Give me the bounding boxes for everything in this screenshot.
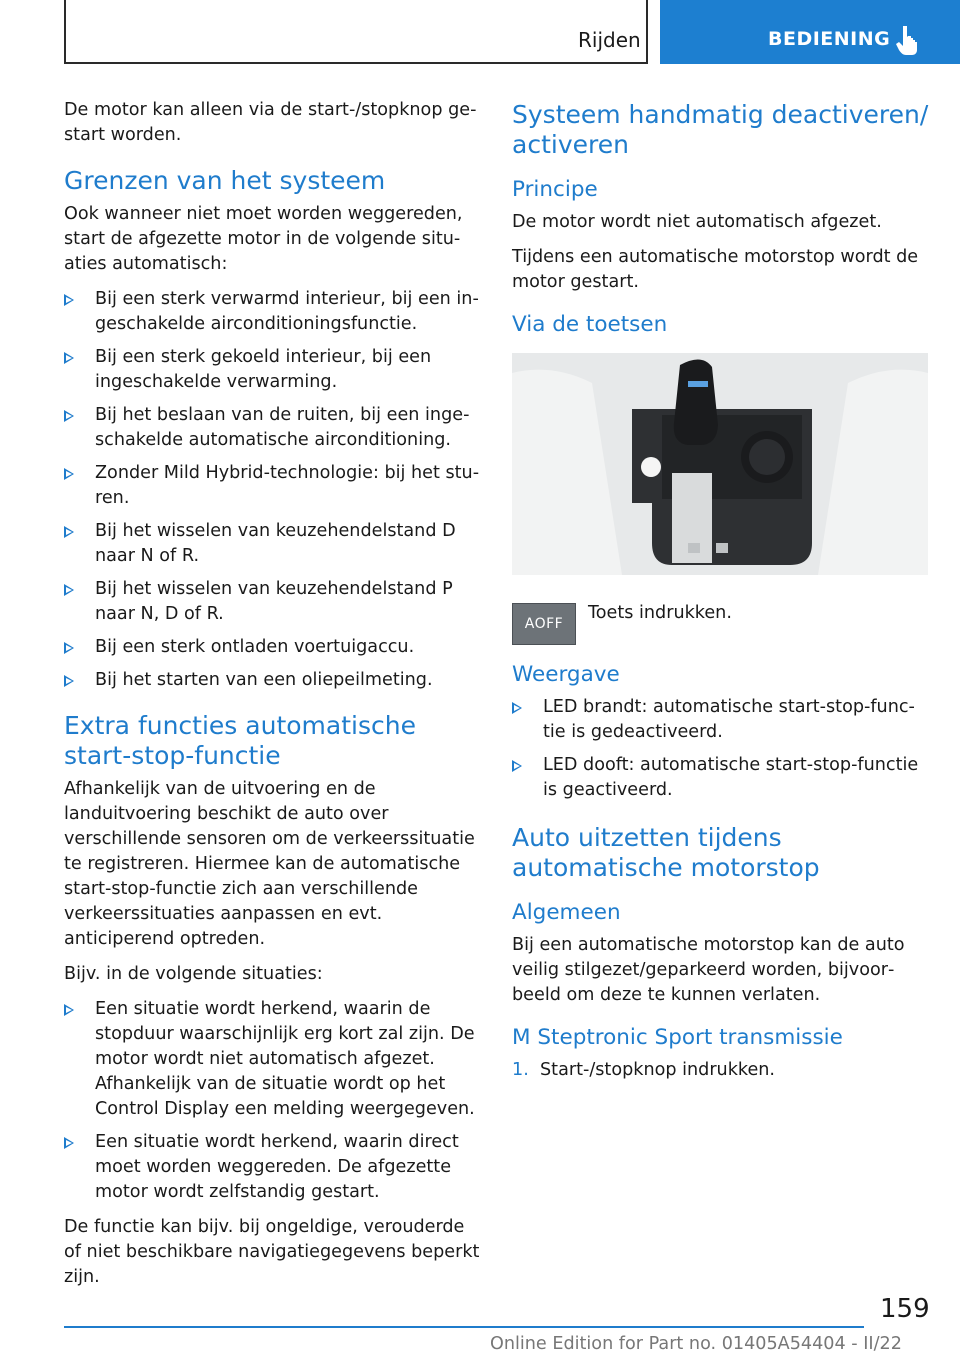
closing-paragraph: De functie kan bijv. bij ongeldige, verouderde of niet beschikbare navigatiegegevens beperkt zijn. <box>64 1217 480 1287</box>
display-list <box>512 695 930 803</box>
list-item: LED dooft: automatische start-stop-functie is geactiveerd. <box>512 753 930 803</box>
list-item: Bij het starten van een oliepeilmeting. <box>64 668 480 693</box>
heading-switch-off: Auto uitzetten tijdens automatische motorstop <box>512 823 820 882</box>
chapter-tab <box>660 0 960 64</box>
list-item: Bij het wisselen van keuzehendelstand P naar N, D of R. <box>64 577 480 627</box>
button-instruction: Toets indrukken. <box>588 603 732 623</box>
page-number: 159 <box>880 1294 930 1324</box>
steps-list <box>512 1058 930 1083</box>
triangle-bullet-icon <box>64 642 74 654</box>
triangle-bullet-icon <box>64 352 74 364</box>
heading-button: Via de toetsen <box>512 312 668 337</box>
footer-divider <box>64 1326 864 1328</box>
triangle-bullet-icon <box>64 1004 74 1016</box>
chapter-title: BEDIENING <box>768 28 891 50</box>
triangle-bullet-icon <box>64 675 74 687</box>
list-item: Bij het wisselen van keuzehendelstand D naar N of R. <box>64 519 480 569</box>
heading-display: Weergave <box>512 662 620 687</box>
extra-list <box>64 997 480 1205</box>
right-column <box>512 98 930 1083</box>
triangle-bullet-icon <box>64 526 74 538</box>
triangle-bullet-icon <box>64 1137 74 1149</box>
intro-paragraph: De motor kan alleen via de start-/stopknop gestart worden. <box>64 100 477 145</box>
triangle-bullet-icon <box>512 702 522 714</box>
button-row <box>512 591 930 649</box>
edition-note: Online Edition for Part no. 01405A54404 - II/22 <box>490 1334 902 1354</box>
step-item: 1. Start-/stopknop indrukken. <box>512 1060 776 1080</box>
header-frame <box>64 0 648 64</box>
heading-extra-functions: Extra functies automatische start-stop-functie <box>64 711 416 770</box>
list-item: Bij een sterk gekoeld interieur, bij een ingeschakelde verwarming. <box>64 345 480 395</box>
list-item: Een situatie wordt herkend, waarin de stopduur waarschijnlijk erg kort zal zijn. De motor wordt niet automatisch afgezet. Afhankelijk van de situatie wordt op het Control Display een melding weergegeven. <box>64 997 480 1122</box>
extra-paragraph: Afhankelijk van de uitvoering en de landuitvoering beschikt de auto over verschillende sensoren om de verkeerssituatie te registreren. Hiermee kan de automatische start-stop-functie zich aan verschillende verkeerssituaties aanpassen en evt. anticiperend optreden. <box>64 779 475 949</box>
list-item: Bij een sterk ontladen voertuigaccu. <box>64 635 480 660</box>
center-console-photo <box>512 353 928 575</box>
triangle-bullet-icon <box>512 760 522 772</box>
list-item: Bij het beslaan van de ruiten, bij een ingeschakelde automatische airconditioning. <box>64 403 480 453</box>
list-item: LED brandt: automatische start-stop-functie is gedeactiveerd. <box>512 695 930 745</box>
pointing-hand-icon <box>896 24 922 56</box>
auto-start-stop-off-icon[interactable]: AOFF <box>512 603 576 645</box>
general-paragraph: Bij een automatische motorstop kan de auto veilig stilgezet/geparkeerd worden, bijvoorbeeld om deze te kunnen verlaten. <box>512 935 905 1005</box>
heading-principle: Principe <box>512 177 598 202</box>
heading-manual: Systeem handmatig deactiveren/ activeren <box>512 100 929 159</box>
triangle-bullet-icon <box>64 294 74 306</box>
list-item: Een situatie wordt herkend, waarin direct moet worden weggereden. De afgezette motor wordt zelfstandig gestart. <box>64 1130 480 1205</box>
limits-list <box>64 287 480 693</box>
heading-limits: Grenzen van het systeem <box>64 166 386 195</box>
list-item: Zonder Mild Hybrid-technologie: bij het sturen. <box>64 461 480 511</box>
principle-line-1: De motor wordt niet automatisch afgezet. <box>512 212 882 232</box>
triangle-bullet-icon <box>64 468 74 480</box>
heading-general: Algemeen <box>512 900 621 925</box>
list-item: Bij een sterk verwarmd interieur, bij een ingeschakelde airconditioningsfunctie. <box>64 287 480 337</box>
left-column <box>64 98 480 1300</box>
principle-line-2: Tijdens een automatische motorstop wordt de motor gestart. <box>512 247 919 292</box>
triangle-bullet-icon <box>64 584 74 596</box>
triangle-bullet-icon <box>64 410 74 422</box>
header-section: Rijden <box>578 28 641 52</box>
limits-paragraph: Ook wanneer niet moet worden weggereden, start de afgezette motor in de volgende situaties automatisch: <box>64 204 463 274</box>
heading-steptronic: M Steptronic Sport transmissie <box>512 1025 843 1050</box>
example-intro: Bijv. in de volgende situaties: <box>64 964 323 984</box>
